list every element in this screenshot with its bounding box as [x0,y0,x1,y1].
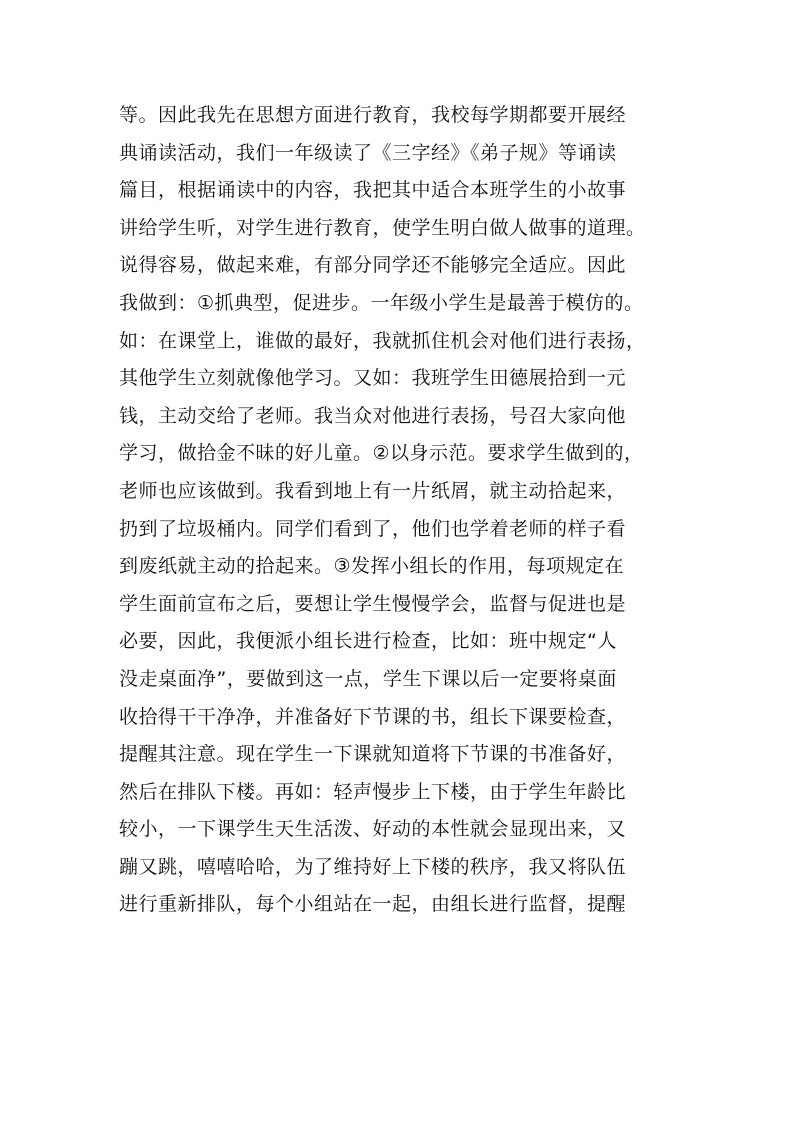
text-line: 典诵读活动，我们一年级读了《三字经》《弟子规》等诵读 [119,141,617,164]
text-line: 提醒其注意。现在学生一下课就知道将下节课的书准备好， [119,743,627,766]
text-line: 进行重新排队，每个小组站在一起，由组长进行监督，提醒 [119,893,627,916]
body-text [119,97,689,924]
text-line: 到废纸就主动的拾起来。③发挥小组长的作用，每项规定在 [119,555,625,578]
text-line: 篇目，根据诵读中的内容，我把其中适合本班学生的小故事 [119,179,627,202]
text-line: 钱，主动交给了老师。我当众对他进行表扬，号召大家向他 [119,404,627,427]
text-line: 学习，做拾金不昧的好儿童。②以身示范。要求学生做到的， [119,442,644,465]
text-line: 收拾得干干净净，并准备好下节课的书，组长下课要检查， [119,705,627,728]
text-line: 较小，一下课学生天生活泼、好动的本性就会显现出来，又 [119,818,627,841]
text-line: 其他学生立刻就像他学习。又如：我班学生田德展拾到一元 [119,367,627,390]
text-line: 等。因此我先在思想方面进行教育，我校每学期都要开展经 [119,104,627,126]
text-line: 老师也应该做到。我看到地上有一片纸屑，就主动拾起来， [119,479,627,502]
text-line: 如：在课堂上，谁做的最好，我就抓住机会对他们进行表扬， [119,329,646,352]
text-line: 然后在排队下楼。再如：轻声慢步上下楼，由于学生年龄比 [119,780,627,803]
text-line: 说得容易，做起来难，有部分同学还不能够完全适应。因此 [119,254,627,277]
text-line: 学生面前宣布之后，要想让学生慢慢学会，监督与促进也是 [119,592,627,615]
text-line: 扔到了垃圾桶内。同学们看到了，他们也学着老师的样子看 [119,517,627,540]
text-line: 蹦又跳，嘻嘻哈哈，为了维持好上下楼的秩序，我又将队伍 [119,855,627,878]
text-line: 必要，因此，我便派小组长进行检查，比如：班中规定“人 [119,630,617,653]
text-line: 我做到：①抓典型，促进步。一年级小学生是最善于模仿的。 [119,291,644,314]
text-line: 没走桌面净”，要做到这一点，学生下课以后一定要将桌面 [119,667,617,690]
text-line: 讲给学生听，对学生进行教育，使学生明白做人做事的道理。 [119,216,646,239]
